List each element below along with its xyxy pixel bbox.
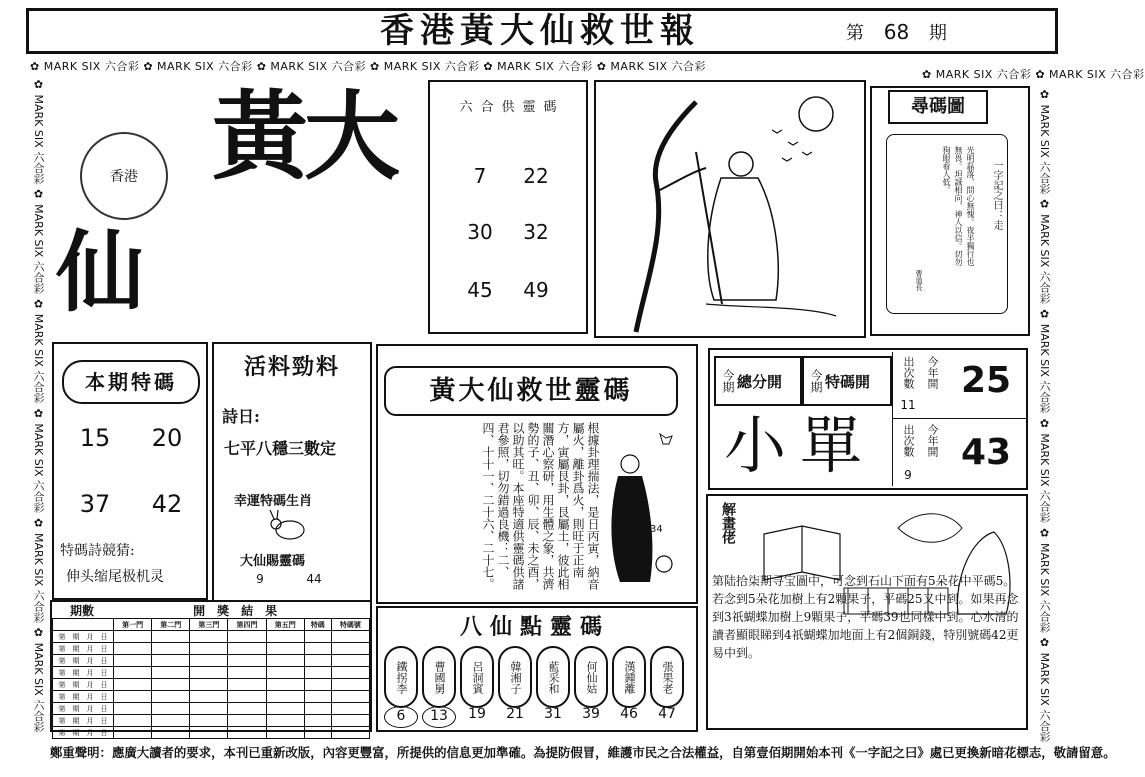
result-cell <box>331 655 369 667</box>
results-table-header <box>52 602 370 618</box>
result-cell <box>190 691 228 703</box>
seal-stamp <box>80 132 168 220</box>
row2-number: 43 <box>960 432 1012 473</box>
result-cell <box>228 631 266 643</box>
result-cell <box>266 631 304 643</box>
result-cell <box>228 727 266 739</box>
brand-strip-item: ✿ MARK SIX 六合彩 <box>1038 197 1051 308</box>
special-label-2: 特碼開 <box>825 372 871 391</box>
table-row <box>53 703 370 715</box>
brand-strip-item: ✿ MARK SIX 六合彩 <box>32 78 45 188</box>
period-cell: 第 期 月 日 <box>53 655 114 667</box>
moon-icon <box>799 97 833 131</box>
result-cell <box>228 643 266 655</box>
brand-strip-item: ✿ MARK SIX 六合彩 <box>256 60 371 73</box>
period-cell: 第 期 月 日 <box>53 667 114 679</box>
result-cell <box>228 667 266 679</box>
immortal-name-pill: 鐵拐李 <box>384 646 418 708</box>
row1-number: 25 <box>960 360 1012 401</box>
immortal-figure <box>600 424 690 594</box>
result-cell <box>114 691 152 703</box>
special-number-3: 37 <box>79 490 111 518</box>
brand-strip-item: ✿ MARK SIX 六合彩 <box>32 297 45 407</box>
seek-code-signature: 曹道長 <box>915 270 923 291</box>
table-row <box>53 715 370 727</box>
issue-value: 68 <box>883 20 910 44</box>
result-cell <box>228 715 266 727</box>
fruit-tree-icon <box>898 514 962 543</box>
six-number-2: 22 <box>523 164 549 188</box>
result-cell <box>331 679 369 691</box>
issue-suffix: 期 <box>928 23 947 44</box>
sage-illustration <box>596 82 864 336</box>
immortal-name-pill: 韓湘子 <box>498 646 532 708</box>
brand-strip-item: ✿ MARK SIX 六合彩 <box>1038 636 1051 743</box>
table-row <box>53 667 370 679</box>
result-cell <box>331 667 369 679</box>
result-cell <box>114 727 152 739</box>
brand-strip-left <box>28 78 46 738</box>
table-row <box>53 655 370 667</box>
result-cell <box>190 631 228 643</box>
results-rows <box>53 631 370 739</box>
immortal-number: 39 <box>582 706 600 722</box>
immortal-number: 47 <box>658 706 676 722</box>
result-cell <box>331 691 369 703</box>
results-title-header: 開獎結果 <box>193 604 290 618</box>
result-cell <box>228 679 266 691</box>
immortal-number: 31 <box>544 706 562 722</box>
sage-head-icon <box>729 152 753 176</box>
period-cell: 第 期 月 日 <box>53 691 114 703</box>
gift-label: 大仙賜靈碼 <box>240 554 306 569</box>
result-cell <box>114 703 152 715</box>
row2-count: 9 <box>904 468 912 482</box>
special-sum-box <box>802 356 892 406</box>
brand-strip-item: ✿ MARK SIX 六合彩 <box>32 626 45 733</box>
tree-icon <box>636 102 696 332</box>
brand-strip-item: ✿ MARK SIX 六合彩 <box>32 406 45 517</box>
results-col-4: 第四門 <box>228 619 266 631</box>
result-cell <box>190 667 228 679</box>
eight-immortals-title: 八仙點靈碼 <box>459 614 610 640</box>
immortal-number: 21 <box>506 706 524 722</box>
result-cell <box>152 703 190 715</box>
result-cell <box>266 727 304 739</box>
six-number-6: 49 <box>523 278 549 302</box>
lingma-text: 根據卦理揣法，是日丙寅，納音屬火，離卦爲火，則旺于正南方，寅屬艮卦，艮屬土，彼此相關潛心察研，用生體之象，共濟勢的子、丑、卯、辰、未之酉，以助其旺。本座特適供靈碼供諸君參照，切勿錯過良機：二、四、十十一、二十六、二十七。 <box>481 422 600 590</box>
explain-title: 解畫佬 <box>720 502 736 544</box>
brand-strip-item: ✿ MARK SIX 六合彩 <box>1038 307 1051 417</box>
row1-year: 今年開 <box>926 356 939 389</box>
result-cell <box>304 691 331 703</box>
brand-strip-item: ✿ MARK SIX 六合彩 <box>922 68 1036 81</box>
result-cell <box>114 667 152 679</box>
results-col-7: 特碼號 <box>331 619 369 631</box>
six-number-4: 32 <box>523 220 549 244</box>
immortal-number: 13 <box>422 706 456 728</box>
rabbit-icon <box>266 508 310 544</box>
big-small-result: 小單 <box>723 409 876 482</box>
result-cell <box>266 679 304 691</box>
explain-text: 第陆拾柒期寻宝圖中，可念到石山下面有5朵花中平碼5。若念到5朵花加樹上有2顆果子，平碼25又中到。如果再念到3祇蝴蝶加樹上9顆果子，平碼39也同樣中到。心水清的讀者顯眼睇到4祇蝴蝶加地面上有2個銅錢，特別號碼42更易中到。 <box>712 574 1019 660</box>
result-cell <box>304 631 331 643</box>
result-cell <box>190 727 228 739</box>
result-cell <box>304 715 331 727</box>
special-number-4: 42 <box>151 490 183 518</box>
seek-code-heading: 一字記之曰：走 <box>991 160 1002 230</box>
result-cell <box>331 727 369 739</box>
six-number-5: 45 <box>467 278 493 302</box>
six-numbers-title: 六合供靈碼 <box>459 100 565 115</box>
result-cell <box>190 703 228 715</box>
brand-strip-item: ✿ MARK SIX 六合彩 <box>32 516 45 627</box>
result-cell <box>152 727 190 739</box>
result-cell <box>331 631 369 643</box>
period-cell: 第 期 月 日 <box>53 703 114 715</box>
result-cell <box>152 679 190 691</box>
result-cell <box>304 727 331 739</box>
result-cell <box>266 715 304 727</box>
result-cell <box>114 679 152 691</box>
period-cell: 第 期 月 日 <box>53 715 114 727</box>
immortal-name-pill: 藍采和 <box>536 646 570 708</box>
result-cell <box>304 679 331 691</box>
result-cell <box>266 703 304 715</box>
seek-code-title: 尋碼圖 <box>888 90 988 124</box>
results-period-header: 期數 <box>69 604 94 618</box>
stats-divider <box>892 352 893 486</box>
brand-strip-item: ✿ MARK SIX 六合彩 <box>483 60 597 73</box>
row2-year: 今年開 <box>926 424 939 457</box>
riddle-label: 特碼詩競猜: <box>60 543 135 559</box>
special-number-1: 15 <box>79 424 111 452</box>
brand-strip-item: ✿ MARK SIX 六合彩 <box>1035 68 1145 81</box>
six-number-3: 30 <box>467 220 493 244</box>
gift-number-2: 44 <box>306 572 322 586</box>
brand-strip-item: ✿ MARK SIX 六合彩 <box>1038 526 1051 637</box>
immortal-number: 19 <box>468 706 486 722</box>
result-cell <box>304 643 331 655</box>
result-cell <box>152 691 190 703</box>
brand-strip-item: ✿ MARK SIX 六合彩 <box>370 60 484 73</box>
brand-strip-item: ✿ MARK SIX 六合彩 <box>143 60 257 73</box>
total-sum-box <box>714 356 802 406</box>
immortal-name-pill: 呂洞賓 <box>460 646 494 708</box>
period-cell: 第 期 月 日 <box>53 631 114 643</box>
results-table <box>52 618 370 739</box>
results-col-5: 第五門 <box>266 619 304 631</box>
poem-title: 活料勁料 <box>243 354 340 380</box>
result-cell <box>331 703 369 715</box>
seal-text: 香港 <box>110 169 138 185</box>
table-row <box>53 631 370 643</box>
immortal-name-pill: 曹國舅 <box>422 646 456 708</box>
result-cell <box>331 715 369 727</box>
result-cell <box>228 691 266 703</box>
result-cell <box>114 655 152 667</box>
result-cell <box>304 667 331 679</box>
result-cell <box>304 703 331 715</box>
poem-line: 七平八穩三數定 <box>224 439 337 458</box>
brand-strip-top-right <box>922 66 1145 82</box>
poem-label: 詩日: <box>222 407 260 426</box>
result-cell <box>152 643 190 655</box>
brand-strip-item: ✿ MARK SIX 六合彩 <box>1038 88 1051 198</box>
row-divider <box>892 418 1026 419</box>
brand-strip-item: ✿ MARK SIX 六合彩 <box>32 187 45 298</box>
result-cell <box>304 655 331 667</box>
lingma-title: 黃大仙救世靈碼 <box>384 366 678 416</box>
lucky-zodiac-label: 幸運特碼生肖 <box>234 494 313 509</box>
gift-number-1: 9 <box>256 572 264 586</box>
result-cell <box>190 679 228 691</box>
issue-prefix: 第 <box>846 23 864 44</box>
immortal-number: 6 <box>384 706 418 728</box>
brand-strip-item: ✿ MARK SIX 六合彩 <box>1038 416 1051 527</box>
immortal-name-pill: 漢鍾離 <box>612 646 646 708</box>
results-col-period <box>53 619 114 631</box>
brand-strip-right <box>1034 88 1052 743</box>
seek-code-scroll-text: 光明磊落，問心無愧。夜半獨行也無畏。坦誠相向，神人以信。切勿狗眼看人低。 <box>942 146 975 266</box>
six-number-1: 7 <box>473 164 487 188</box>
riddle-text: 伸头缩尾极机灵 <box>66 569 164 585</box>
period-cell: 第 期 月 日 <box>53 679 114 691</box>
page-title: 香港黃大仙救世報 <box>380 11 700 51</box>
brand-strip-top <box>30 58 707 74</box>
total-label-1: 今期 <box>721 369 735 393</box>
immortal-name-pill: 何仙姑 <box>574 646 608 708</box>
result-cell <box>331 643 369 655</box>
lingma-figure-number: 34 <box>650 524 663 535</box>
results-col-3: 第三門 <box>190 619 228 631</box>
result-cell <box>152 715 190 727</box>
result-cell <box>190 643 228 655</box>
result-cell <box>114 643 152 655</box>
result-cell <box>228 655 266 667</box>
results-col-2: 第二門 <box>152 619 190 631</box>
result-cell <box>266 643 304 655</box>
special-number-2: 20 <box>151 424 183 452</box>
calligraphy-main: 黃大 <box>212 80 396 193</box>
results-grid <box>52 618 370 739</box>
row2-label: 出次數 <box>902 424 915 457</box>
result-cell <box>152 655 190 667</box>
table-row <box>53 643 370 655</box>
result-cell <box>228 703 266 715</box>
birds-icon <box>772 130 812 161</box>
result-cell <box>152 631 190 643</box>
footer-notice: 鄭重聲明：應廣大讀者的要求，本刊已重新改版，內容更豐富，所提供的信息更加準確。為提防假冒，維護市民之合法權益，自第壹佰期開始本刊《一字記之曰》處已更換新暗花標志，敬請留意。 <box>50 745 1116 760</box>
issue-number <box>846 14 1046 50</box>
special-label-1: 今期 <box>809 369 823 393</box>
results-col-6: 特碼 <box>304 619 331 631</box>
row1-label: 出次數 <box>902 356 915 389</box>
result-cell <box>266 655 304 667</box>
eight-immortals-row <box>384 646 694 728</box>
result-cell <box>190 715 228 727</box>
period-cell: 第 期 月 日 <box>53 643 114 655</box>
immortal-number: 46 <box>620 706 638 722</box>
result-cell <box>152 667 190 679</box>
result-cell <box>266 691 304 703</box>
table-row <box>53 679 370 691</box>
table-row <box>53 691 370 703</box>
result-cell <box>114 631 152 643</box>
total-label-2: 總分開 <box>737 372 783 391</box>
table-row <box>53 727 370 739</box>
row1-count: 11 <box>900 398 916 412</box>
period-cell: 第 期 月 日 <box>53 727 114 739</box>
calligraphy-side: 仙 <box>56 220 145 324</box>
result-cell <box>266 667 304 679</box>
result-cell <box>190 655 228 667</box>
brand-strip-item: ✿ MARK SIX 六合彩 <box>596 60 707 73</box>
immortal-name-pill: 張果老 <box>650 646 684 708</box>
brand-strip-item: ✿ MARK SIX 六合彩 <box>30 60 144 73</box>
result-cell <box>114 715 152 727</box>
special-code-title: 本期特碼 <box>62 360 200 404</box>
results-col-1: 第一門 <box>114 619 152 631</box>
